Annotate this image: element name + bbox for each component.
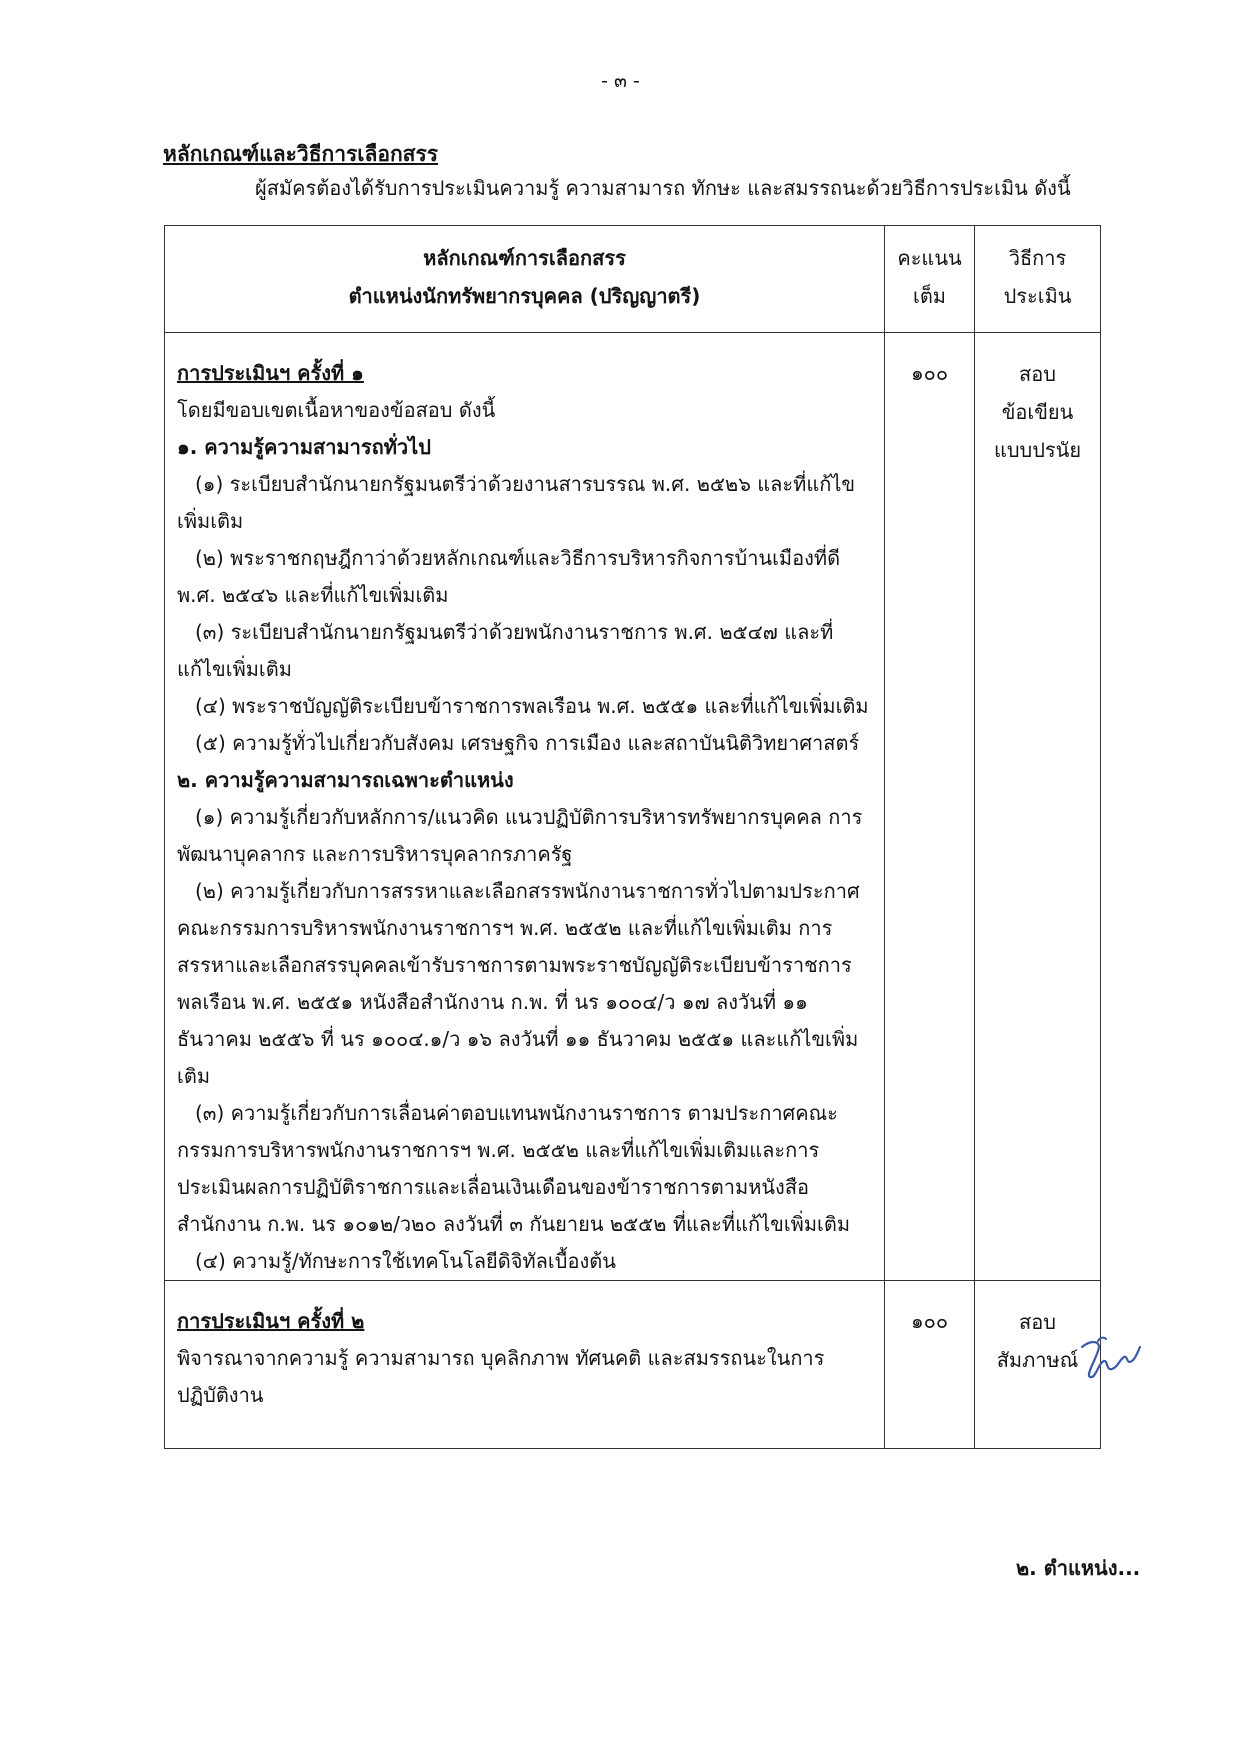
list-item: (๒) พระราชกฤษฎีกาว่าด้วยหลักเกณฑ์และวิธีการบริหารกิจการบ้านเมืองที่ดี พ.ศ. ๒๕๔๖ และที่แก้ไขเพิ่มเติม [177, 546, 841, 607]
method-header-line1: วิธีการ [1008, 246, 1067, 270]
round1-score: ๑๐๐ [885, 333, 975, 1281]
list-item: (๕) ความรู้ทั่วไปเกี่ยวกับสังคม เศรษฐกิจ การเมือง และสถาบันนิติวิทยาศาสตร์ [195, 731, 860, 755]
section-heading: หลักเกณฑ์และวิธีการเลือกสรร [163, 142, 439, 166]
round1-method-line3: แบบปรนัย [993, 438, 1082, 462]
score-header-line1: คะแนน [897, 246, 962, 270]
criteria-header-line2: ตำแหน่งนักทรัพยากรบุคคล (ปริญญาตรี) [348, 284, 701, 308]
round1-method-line2: ข้อเขียน [1001, 400, 1074, 424]
method-header-line2: ประเมิน [1003, 284, 1072, 308]
round1-method [975, 333, 1101, 1281]
score-header [885, 226, 975, 333]
table-header-row [165, 226, 1101, 333]
round2-row [165, 1281, 1101, 1449]
list-item: (๒) ความรู้เกี่ยวกับการสรรหาและเลือกสรรพนักงานราชการทั่วไปตามประกาศคณะกรรมการบริหารพนักงานราชการฯ พ.ศ. ๒๕๕๒ และที่แก้ไขเพิ่มเติม การสรรหาและเลือกสรรบุคคลเข้ารับราชการตามพระราชบัญญัติระเบียบข้าราชการพลเรือน พ.ศ. ๒๕๕๑ หนังสือสำนักงาน ก.พ. ที่ นร ๑๐๐๔/ว ๑๗ ลงวันที่ ๑๑ ธันวาคม ๒๕๕๖ ที่ นร ๑๐๐๔.๑/ว ๑๖ ลงวันที่ ๑๑ ธันวาคม ๒๕๕๑ และแก้ไขเพิ่มเติม [177, 879, 860, 1088]
list-item: (๑) ระเบียบสำนักนายกรัฐมนตรีว่าด้วยงานสารบรรณ พ.ศ. ๒๕๒๖ และที่แก้ไขเพิ่มเติม [177, 472, 856, 533]
list-item: (๓) ระเบียบสำนักนายกรัฐมนตรีว่าด้วยพนักงานราชการ พ.ศ. ๒๕๔๗ และที่แก้ไขเพิ่มเติม [177, 620, 834, 681]
round2-method-line1: สอบ [1019, 1310, 1056, 1334]
method-header [975, 226, 1101, 333]
page-number: - ๓ - [601, 70, 640, 92]
round2-method-line2: สัมภาษณ์ [996, 1348, 1079, 1372]
list-item: (๔) พระราชบัญญัติระเบียบข้าราชการพลเรือน พ.ศ. ๒๕๕๑ และที่แก้ไขเพิ่มเติม [195, 694, 869, 718]
round1-title: การประเมินฯ ครั้งที่ ๑ [177, 361, 364, 385]
round1-scope: โดยมีขอบเขตเนื้อหาของข้อสอบ ดังนี้ [177, 398, 496, 422]
list-item: (๑) ความรู้เกี่ยวกับหลักการ/แนวคิด แนวปฏิบัติการบริหารทรัพยากรบุคคล การพัฒนาบุคลากร และการบริหารบุคลากรภาครัฐ [177, 805, 863, 866]
score-header-line2: เต็ม [912, 284, 946, 308]
criteria-header [165, 226, 885, 333]
list-item: (๔) ความรู้/ทักษะการใช้เทคโนโลยีดิจิทัลเบื้องต้น [195, 1249, 616, 1273]
round1-method-line1: สอบ [1019, 362, 1056, 386]
intro-paragraph: ผู้สมัครต้องได้รับการประเมินความรู้ ความสามารถ ทักษะ และสมรรถนะด้วยวิธีการประเมิน ดังนี้ [255, 176, 1071, 200]
criteria-header-line1: หลักเกณฑ์การเลือกสรร [423, 246, 626, 270]
topic-position-knowledge: ๒. ความรู้ความสามารถเฉพาะตำแหน่ง [177, 768, 514, 792]
round2-score: ๑๐๐ [885, 1281, 975, 1449]
round1-row [165, 333, 1101, 1281]
round2-title: การประเมินฯ ครั้งที่ ๒ [177, 1309, 365, 1333]
round2-content [165, 1281, 885, 1449]
round1-content [165, 333, 885, 1281]
topic-general-knowledge: ๑. ความรู้ความสามารถทั่วไป [177, 435, 431, 459]
signature-initials-icon [1072, 1333, 1142, 1381]
continuation-text: ๒. ตำแหน่ง... [1016, 1556, 1141, 1580]
criteria-table [164, 225, 1101, 1449]
round2-description: พิจารณาจากความรู้ ความสามารถ บุคลิกภาพ ทัศนคติ และสมรรถนะในการปฏิบัติงาน [177, 1346, 825, 1407]
list-item: (๓) ความรู้เกี่ยวกับการเลื่อนค่าตอบแทนพนักงานราชการ ตามประกาศคณะกรรมการบริหารพนักงานราชการฯ พ.ศ. ๒๕๕๒ และที่แก้ไขเพิ่มเติมและการประเมินผลการปฏิบัติราชการและเลื่อนเงินเดือนของข้าราชการตามหนังสือสำนักงาน ก.พ. นร ๑๐๑๒/ว๒๐ ลงวันที่ ๓ กันยายน ๒๕๕๒ ที่และที่แก้ไขเพิ่มเติม [177, 1101, 851, 1236]
